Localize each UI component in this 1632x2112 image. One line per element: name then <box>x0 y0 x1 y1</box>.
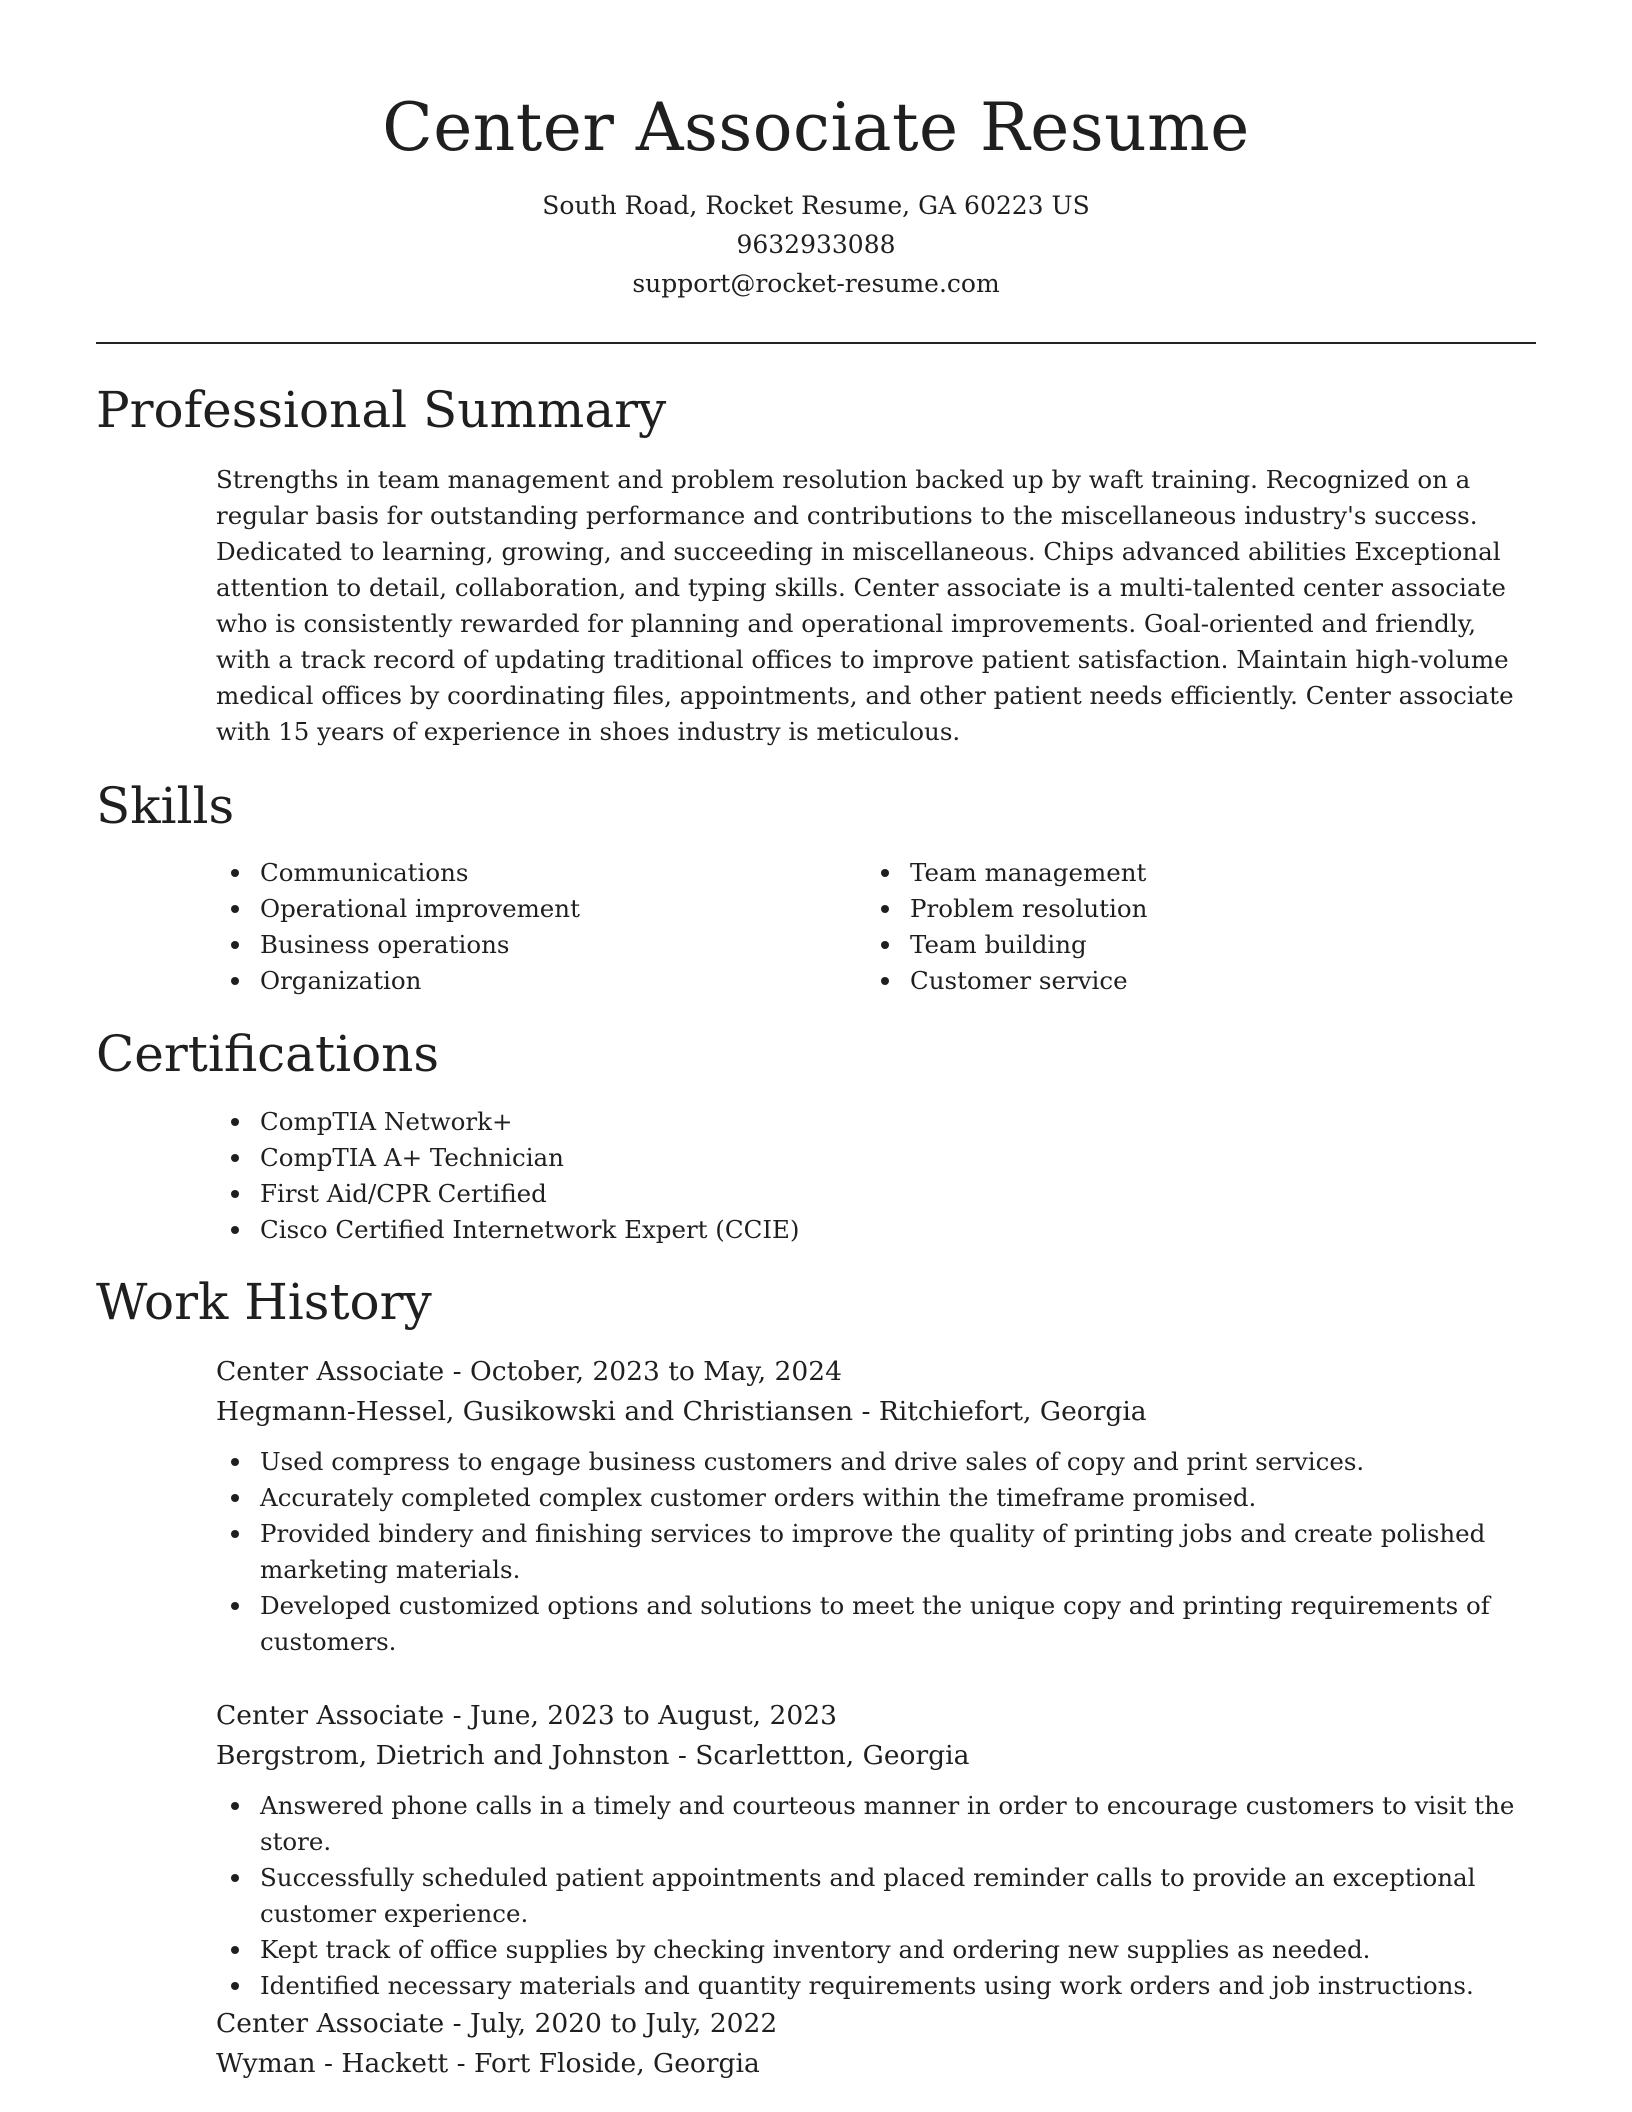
job-title: Center Associate <box>216 1700 445 1731</box>
job-company-line <box>216 1392 1536 1432</box>
responsibility-item: Accurately completed complex customer orders within the timeframe promised. <box>216 1480 1556 1516</box>
resume-header <box>0 0 1632 303</box>
separator: - <box>444 1356 470 1387</box>
job-location: Ritchiefort, Georgia <box>878 1396 1147 1427</box>
separator: - <box>448 2048 475 2079</box>
company-name: Bergstrom, Dietrich and Johnston <box>216 1740 670 1771</box>
certification-item: CompTIA A+ Technician <box>216 1140 1536 1176</box>
responsibility-item: Developed customized options and solutions to meet the unique copy and printing requirements of customers. <box>216 1588 1556 1660</box>
job-location: Fort Floside, Georgia <box>474 2048 760 2079</box>
responsibility-item: Answered phone calls in a timely and courteous manner in order to encourage customers to visit the store. <box>216 1788 1556 1860</box>
skill-item: Communications <box>216 855 856 891</box>
header-divider <box>96 342 1536 344</box>
certifications-heading: Certifications <box>96 1025 440 1083</box>
job-title: Center Associate <box>216 2008 445 2039</box>
certification-item: Cisco Certified Internetwork Expert (CCIE) <box>216 1212 1536 1248</box>
job-dates: October, 2023 to May, 2024 <box>470 1356 842 1387</box>
job-entry <box>216 2004 1536 2084</box>
job-title-line <box>216 1696 1536 1736</box>
company-name: Wyman - Hackett <box>216 2048 449 2079</box>
responsibility-item: Identified necessary materials and quantity requirements using work orders and job instructions. <box>216 1968 1556 2004</box>
certifications-list <box>216 1104 1536 1248</box>
job-title-line <box>216 1352 1536 1392</box>
job-title: Center Associate <box>216 1356 445 1387</box>
skills-list-left <box>216 855 856 999</box>
phone: 9632933088 <box>736 230 896 259</box>
skills-list-right <box>866 855 1506 999</box>
job-company-line <box>216 1736 1536 1776</box>
work-history-heading: Work History <box>96 1273 432 1331</box>
separator: - <box>669 1740 696 1771</box>
skill-item: Customer service <box>866 963 1506 999</box>
email: support@rocket-resume.com <box>632 269 1000 298</box>
skills-heading: Skills <box>96 777 235 835</box>
company-name: Hegmann-Hessel, Gusikowski and Christiansen <box>216 1396 854 1427</box>
responsibility-item: Kept track of office supplies by checking inventory and ordering new supplies as needed. <box>216 1932 1556 1968</box>
responsibility-item: Provided bindery and finishing services to improve the quality of printing jobs and create polished marketing materials. <box>216 1516 1556 1588</box>
responsibility-item: Used compress to engage business customers and drive sales of copy and print services. <box>216 1444 1556 1480</box>
skill-item: Team building <box>866 927 1506 963</box>
skill-item: Problem resolution <box>866 891 1506 927</box>
separator: - <box>853 1396 879 1427</box>
job-dates: July, 2020 to July, 2022 <box>470 2008 778 2039</box>
job-entry <box>216 1696 1536 2004</box>
job-location: Scarlettton, Georgia <box>695 1740 970 1771</box>
skill-item: Business operations <box>216 927 856 963</box>
summary-heading: Professional Summary <box>96 381 667 439</box>
job-dates: June, 2023 to August, 2023 <box>470 1700 837 1731</box>
job-responsibilities <box>216 1788 1556 2004</box>
job-entry <box>216 1352 1536 1660</box>
separator: - <box>444 2008 470 2039</box>
certification-item: CompTIA Network+ <box>216 1104 1536 1140</box>
job-title-line <box>216 2004 1536 2044</box>
skill-item: Organization <box>216 963 856 999</box>
resume-title: Center Associate Resume <box>382 89 1250 166</box>
skill-item: Operational improvement <box>216 891 856 927</box>
separator: - <box>444 1700 470 1731</box>
summary-text: Strengths in team management and problem resolution backed up by waft training. Recognized on a regular basis for outstanding performance and contributions to the miscellaneous industry's success. Dedicated to learning, growing, and succeeding in miscellaneous. Chips advanced abilities Exceptional attention to detail, collaboration, and typing skills. Center associate is a multi-talented center associate who is consistently rewarded for planning and operational improvements. Goal-oriented and friendly, with a track record of updating traditional offices to improve patient satisfaction. Maintain high-volume medical offices by coordinating files, appointments, and other patient needs efficiently. Center associate with 15 years of experience in shoes industry is meticulous. <box>216 465 1514 746</box>
job-company-line <box>216 2044 1536 2084</box>
responsibility-item: Successfully scheduled patient appointments and placed reminder calls to provide an exceptional customer experience. <box>216 1860 1556 1932</box>
address: South Road, Rocket Resume, GA 60223 US <box>542 191 1090 220</box>
job-responsibilities <box>216 1444 1556 1660</box>
skill-item: Team management <box>866 855 1506 891</box>
certification-item: First Aid/CPR Certified <box>216 1176 1536 1212</box>
contact-info <box>0 186 1632 303</box>
